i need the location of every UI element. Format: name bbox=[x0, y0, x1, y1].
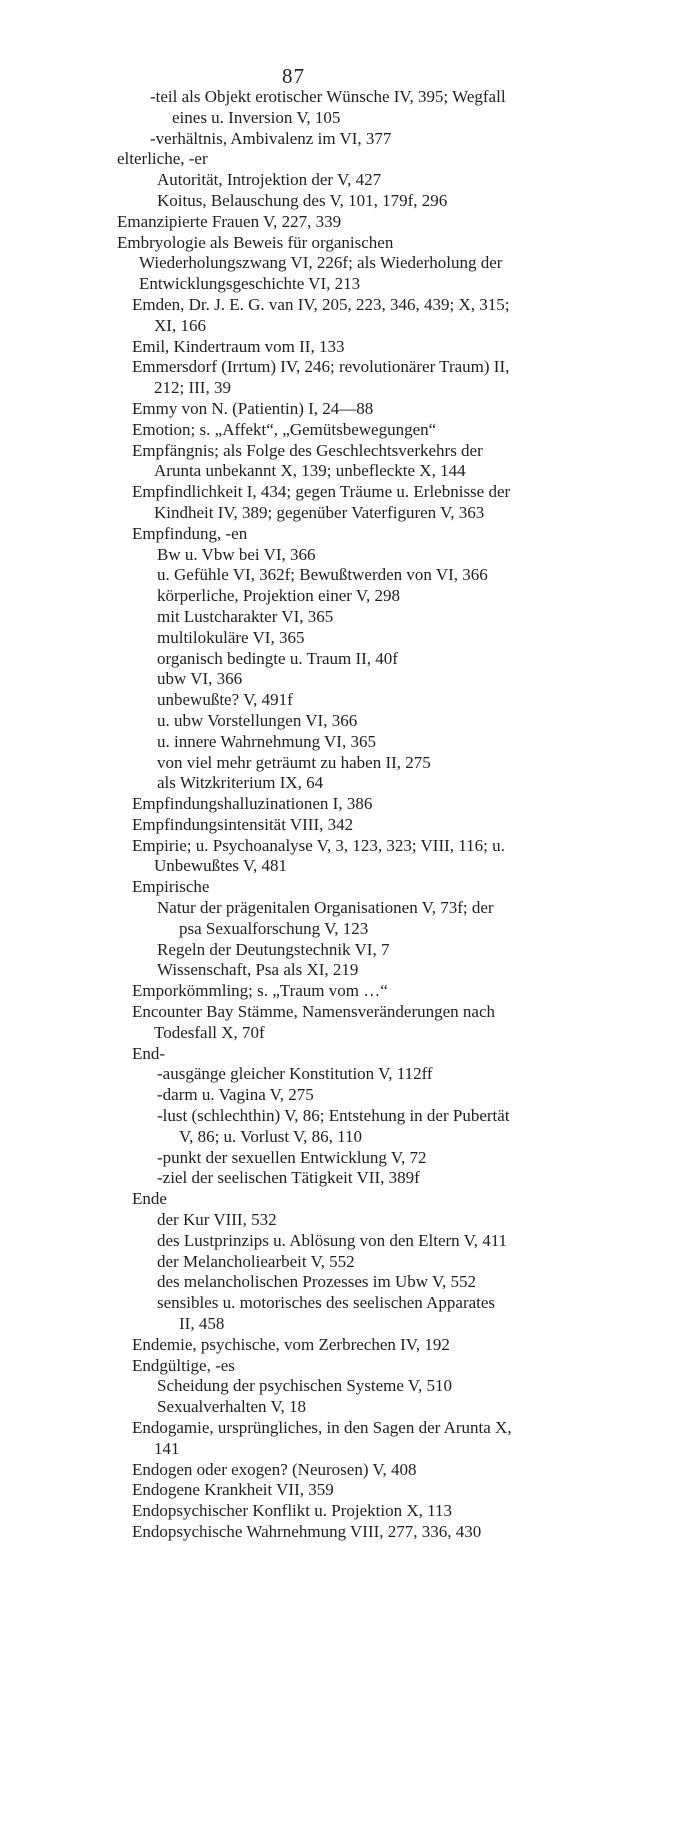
index-entry-text: Encounter Bay Stämme, Namensveränderungen nach Todesfall X, 70f bbox=[132, 1002, 496, 1042]
index-entry-text: Emmersdorf (Irrtum) IV, 246; revolutionärer Traum) II, 212; III, 39 bbox=[132, 357, 510, 398]
index-entry bbox=[0, 1064, 512, 1085]
index-entry-text: Sexualverhalten V, 18 bbox=[157, 1397, 307, 1417]
index-entry bbox=[0, 87, 512, 129]
index-entry bbox=[0, 1356, 512, 1377]
index-entry-text: Empirie; u. Psychoanalyse V, 3, 123, 323; VIII, 116; u. Unbewußtes V, 481 bbox=[132, 835, 505, 876]
index-entry bbox=[0, 129, 512, 150]
index-entry-text: Endopsychischer Konflikt u. Projektion X, 113 bbox=[132, 1501, 452, 1521]
index-entry bbox=[0, 607, 512, 628]
index-entry bbox=[0, 1085, 512, 1106]
index-entry bbox=[0, 1148, 512, 1169]
index-entry-text: -ausgänge gleicher Konstitution V, 112ff bbox=[157, 1064, 433, 1084]
index-entry bbox=[0, 732, 512, 753]
index-entry bbox=[0, 1231, 512, 1252]
index-entry-text: der Kur VIII, 532 bbox=[157, 1210, 277, 1230]
index-entry bbox=[0, 1480, 512, 1501]
index-entry-text: End- bbox=[132, 1043, 166, 1063]
index-entry-text: ubw VI, 366 bbox=[157, 669, 243, 689]
index-entry-text: Endogamie, ursprüngliches, in den Sagen der Arunta X, 141 bbox=[132, 1418, 512, 1458]
index-entry-text: Emotion; s. „Affekt“, „Gemütsbewegungen“ bbox=[132, 419, 437, 439]
index-entry bbox=[0, 441, 512, 483]
index-entry bbox=[0, 1252, 512, 1273]
index-entry-text: der Melancholiearbeit V, 552 bbox=[157, 1251, 355, 1271]
index-entry bbox=[0, 565, 512, 586]
index-entry bbox=[0, 337, 512, 358]
index-entry-text: Emil, Kindertraum vom II, 133 bbox=[132, 336, 345, 356]
index-entry bbox=[0, 1376, 512, 1397]
index-entry bbox=[0, 690, 512, 711]
index-entry bbox=[0, 981, 512, 1002]
index-entry bbox=[0, 420, 512, 441]
index-entry bbox=[0, 940, 512, 961]
index-entry-text: Ende bbox=[132, 1189, 167, 1209]
index-entry-text: Emmy von N. (Patientin) I, 24—88 bbox=[132, 398, 374, 418]
index-entry bbox=[0, 1272, 512, 1293]
index-entry bbox=[0, 233, 512, 295]
index-entry bbox=[0, 524, 512, 545]
index-entry bbox=[0, 773, 512, 794]
index-entry-text: Koitus, Belauschung des V, 101, 179f, 296 bbox=[157, 190, 448, 210]
index-entry bbox=[0, 1397, 512, 1418]
index-entry-text: u. ubw Vorstellungen VI, 366 bbox=[157, 710, 358, 730]
index-entry bbox=[0, 628, 512, 649]
index-entry-text: sensibles u. motorisches des seelischen Apparates II, 458 bbox=[157, 1293, 496, 1334]
index-entry-text: -teil als Objekt erotischer Wünsche IV, 395; Wegfall eines u. Inversion V, 105 bbox=[150, 87, 506, 127]
index-entry-text: Empfindungshalluzinationen I, 386 bbox=[132, 794, 373, 814]
index-entry bbox=[0, 149, 512, 170]
index-entry bbox=[0, 545, 512, 566]
index-entry bbox=[0, 1293, 512, 1335]
index-entry-text: Autorität, Introjektion der V, 427 bbox=[157, 170, 382, 190]
index-entry-text: Endopsychische Wahrnehmung VIII, 277, 336, 430 bbox=[132, 1521, 482, 1541]
index-entry-text: mit Lustcharakter VI, 365 bbox=[157, 606, 334, 626]
index-entry-text: Endogen oder exogen? (Neurosen) V, 408 bbox=[132, 1459, 417, 1479]
index-entry bbox=[0, 1210, 512, 1231]
index-list bbox=[0, 87, 697, 1543]
index-entry bbox=[0, 399, 512, 420]
index-entry-text: Endgültige, -es bbox=[132, 1355, 235, 1375]
index-entry-text: -punkt der sexuellen Entwicklung V, 72 bbox=[157, 1147, 427, 1167]
index-entry bbox=[0, 960, 512, 981]
index-entry-text: organisch bedingte u. Traum II, 40f bbox=[157, 648, 398, 668]
index-entry bbox=[0, 753, 512, 774]
index-entry-text: -darm u. Vagina V, 275 bbox=[157, 1085, 314, 1105]
index-entry-text: Empfindung, -en bbox=[132, 523, 248, 543]
index-entry bbox=[0, 212, 512, 233]
index-entry bbox=[0, 1168, 512, 1189]
index-entry-text: Scheidung der psychischen Systeme V, 510 bbox=[157, 1376, 452, 1396]
index-entry-text: Endogene Krankheit VII, 359 bbox=[132, 1480, 334, 1500]
index-entry-text: -verhältnis, Ambivalenz im VI, 377 bbox=[150, 128, 392, 148]
index-entry-text: als Witzkriterium IX, 64 bbox=[157, 773, 324, 793]
index-entry-text: -ziel der seelischen Tätigkeit VII, 389f bbox=[157, 1168, 420, 1188]
index-entry bbox=[0, 1501, 512, 1522]
index-entry bbox=[0, 898, 512, 940]
index-entry bbox=[0, 669, 512, 690]
index-entry-text: des Lustprinzips u. Ablösung von den Eltern V, 411 bbox=[157, 1230, 508, 1250]
index-entry-text: körperliche, Projektion einer V, 298 bbox=[157, 586, 400, 606]
index-entry-text: Emden, Dr. J. E. G. van IV, 205, 223, 346, 439; X, 315; XI, 166 bbox=[132, 294, 510, 335]
index-entry bbox=[0, 357, 512, 399]
index-entry-text: unbewußte? V, 491f bbox=[157, 690, 293, 710]
index-entry-text: Embryologie als Beweis für organischen Wiederholungszwang VI, 226f; als Wiederholung der Entwicklungsgeschichte VI, 213 bbox=[117, 232, 503, 294]
index-entry bbox=[0, 649, 512, 670]
index-entry bbox=[0, 1189, 512, 1210]
index-entry-text: multilokuläre VI, 365 bbox=[157, 627, 305, 647]
index-entry bbox=[0, 1522, 512, 1543]
index-entry-text: Wissenschaft, Psa als XI, 219 bbox=[157, 960, 359, 980]
index-entry-text: des melancholischen Prozesses im Ubw V, 552 bbox=[157, 1272, 477, 1292]
index-entry bbox=[0, 711, 512, 732]
index-entry bbox=[0, 1460, 512, 1481]
index-entry-text: Endemie, psychische, vom Zerbrechen IV, 192 bbox=[132, 1334, 450, 1354]
index-entry bbox=[0, 586, 512, 607]
index-entry-text: Emporkömmling; s. „Traum vom …“ bbox=[132, 981, 388, 1001]
index-entry-text: von viel mehr geträumt zu haben II, 275 bbox=[157, 752, 431, 772]
index-entry bbox=[0, 1044, 512, 1065]
index-entry-text: Regeln der Deutungstechnik VI, 7 bbox=[157, 939, 390, 959]
index-entry-text: Emanzipierte Frauen V, 227, 339 bbox=[117, 211, 342, 231]
index-entry-text: u. innere Wahrnehmung VI, 365 bbox=[157, 731, 376, 751]
index-entry bbox=[0, 877, 512, 898]
index-entry-text: Empfindungsintensität VIII, 342 bbox=[132, 814, 354, 834]
index-entry-text: Empfindlichkeit I, 434; gegen Träume u. Erlebnisse der Kindheit IV, 389; gegenüber Vaterfiguren V, 363 bbox=[132, 482, 511, 522]
page-number: 87 bbox=[282, 64, 305, 88]
index-entry bbox=[0, 482, 512, 524]
index-entry bbox=[0, 191, 512, 212]
index-entry bbox=[0, 1002, 512, 1044]
index-entry-text: Bw u. Vbw bei VI, 366 bbox=[157, 544, 316, 564]
index-entry bbox=[0, 794, 512, 815]
index-entry bbox=[0, 815, 512, 836]
index-entry bbox=[0, 836, 512, 878]
index-entry-text: u. Gefühle VI, 362f; Bewußtwerden von VI, 366 bbox=[157, 565, 488, 585]
index-entry-text: Empirische bbox=[132, 877, 210, 897]
index-entry bbox=[0, 1335, 512, 1356]
index-entry bbox=[0, 1106, 512, 1148]
index-entry-text: Empfängnis; als Folge des Geschlechtsverkehrs der Arunta unbekannt X, 139; unbefleckte X, 144 bbox=[132, 440, 483, 481]
index-entry bbox=[0, 170, 512, 191]
index-entry-text: elterliche, -er bbox=[117, 149, 208, 169]
index-entry bbox=[0, 295, 512, 337]
index-entry-text: -lust (schlechthin) V, 86; Entstehung in der Pubertät V, 86; u. Vorlust V, 86, 110 bbox=[157, 1106, 510, 1146]
index-entry bbox=[0, 1418, 512, 1460]
index-entry-text: Natur der prägenitalen Organisationen V, 73f; der psa Sexualforschung V, 123 bbox=[157, 898, 494, 938]
